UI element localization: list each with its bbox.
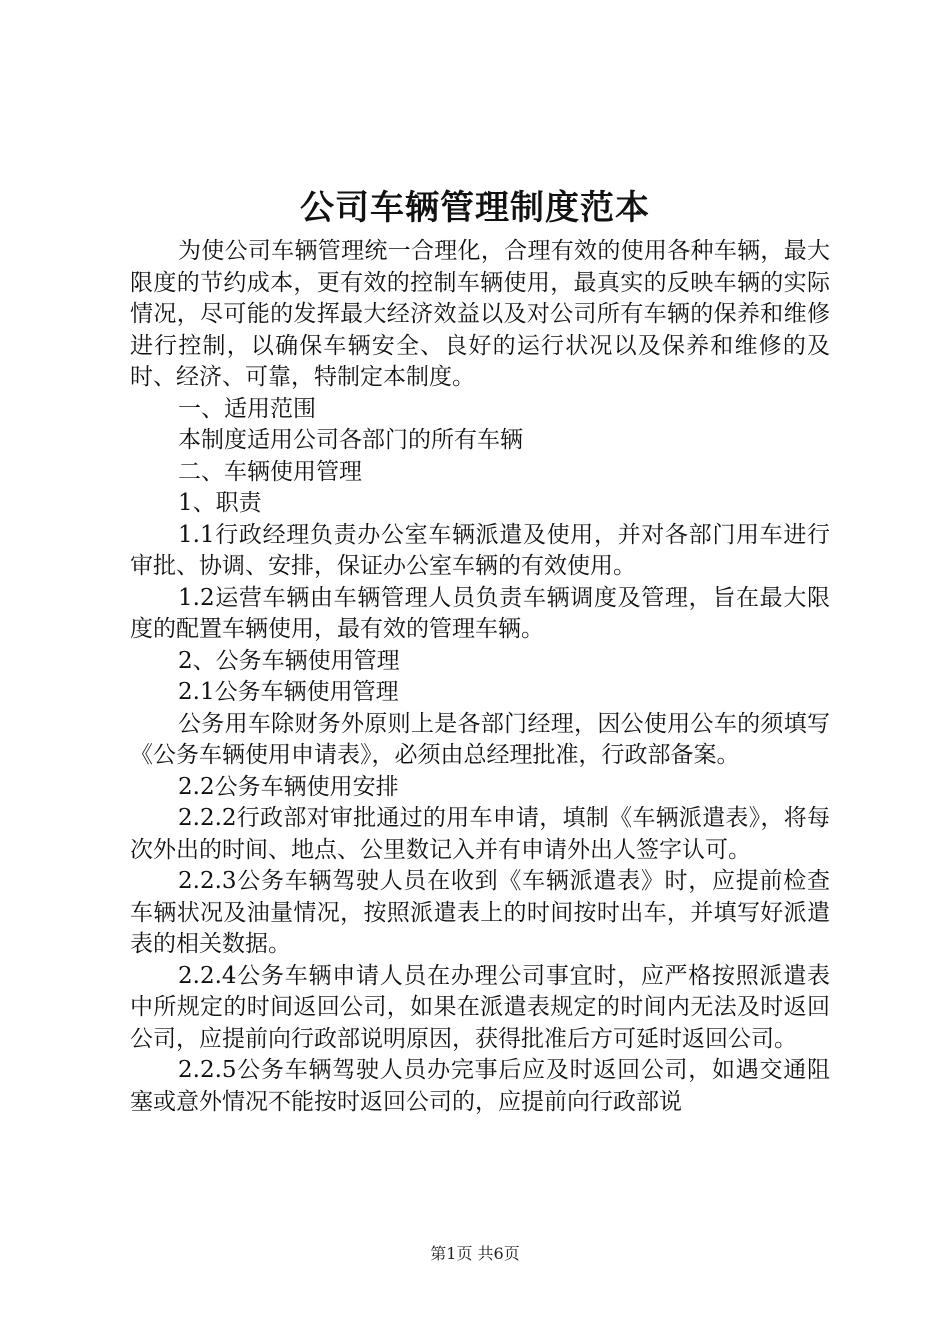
paragraph-2-2-3: 2.2.3公务车辆驾驶人员在收到《车辆派遣表》时，应提前检查车辆状况及油量情况，按照派遣表上的时间按时出车，并填写好派遣表的相关数据。 <box>130 868 830 957</box>
paragraph-scope: 本制度适用公司各部门的所有车辆 <box>178 427 523 453</box>
heading-scope: 一、适用范围 <box>178 395 316 422</box>
heading-2-2: 2.2公务车辆使用安排 <box>178 773 399 800</box>
paragraph-2-1: 公务用车除财务外原则上是各部门经理，因公使用公车的须填写《公务车辆使用申请表》，必须由总经理批准，行政部备案。 <box>130 710 830 768</box>
document-body <box>130 236 830 1118</box>
document-title: 公司车辆管理制度范本 <box>300 188 650 228</box>
heading-duties: 1、职责 <box>178 490 262 516</box>
heading-vehicle-use: 二、车辆使用管理 <box>178 458 362 485</box>
paragraph-intro: 为使公司车辆管理统一合理化，合理有效的使用各种车辆，最大限度的节约成本，更有效的控制车辆使用，最真实的反映车辆的实际情况，尽可能的发挥最大经济效益以及对公司所有车辆的保养和维修进行控制，以确保车辆安全、良好的运行状况以及保养和维修的及时、经济、可靠，特制定本制度。 <box>130 238 830 390</box>
page-number: 第1页 共6页 <box>430 1244 520 1263</box>
heading-2-1: 2.1公务车辆使用管理 <box>178 679 399 705</box>
paragraph-2-2-5: 2.2.5公务车辆驾驶人员办完事后应及时返回公司，如遇交通阻塞或意外情况不能按时返回公司的，应提前向行政部说 <box>130 1057 830 1115</box>
heading-official-vehicles: 2、公务车辆使用管理 <box>178 647 400 674</box>
paragraph-1-2: 1.2运营车辆由车辆管理人员负责车辆调度及管理，旨在最大限度的配置车辆使用，最有效的管理车辆。 <box>130 584 830 642</box>
paragraph-2-2-2: 2.2.2行政部对审批通过的用车申请，填制《车辆派遣表》，将每次外出的时间、地点、公里数记入并有申请外出人签字认可。 <box>130 805 830 863</box>
paragraph-1-1: 1.1行政经理负责办公室车辆派遣及使用，并对各部门用车进行审批、协调、安排，保证办公室车辆的有效使用。 <box>130 521 830 579</box>
paragraph-2-2-4: 2.2.4公务车辆申请人员在办理公司事宜时，应严格按照派遣表中所规定的时间返回公司，如果在派遣表规定的时间内无法及时返回公司，应提前向行政部说明原因，获得批准后方可延时返回公司。 <box>130 962 830 1052</box>
